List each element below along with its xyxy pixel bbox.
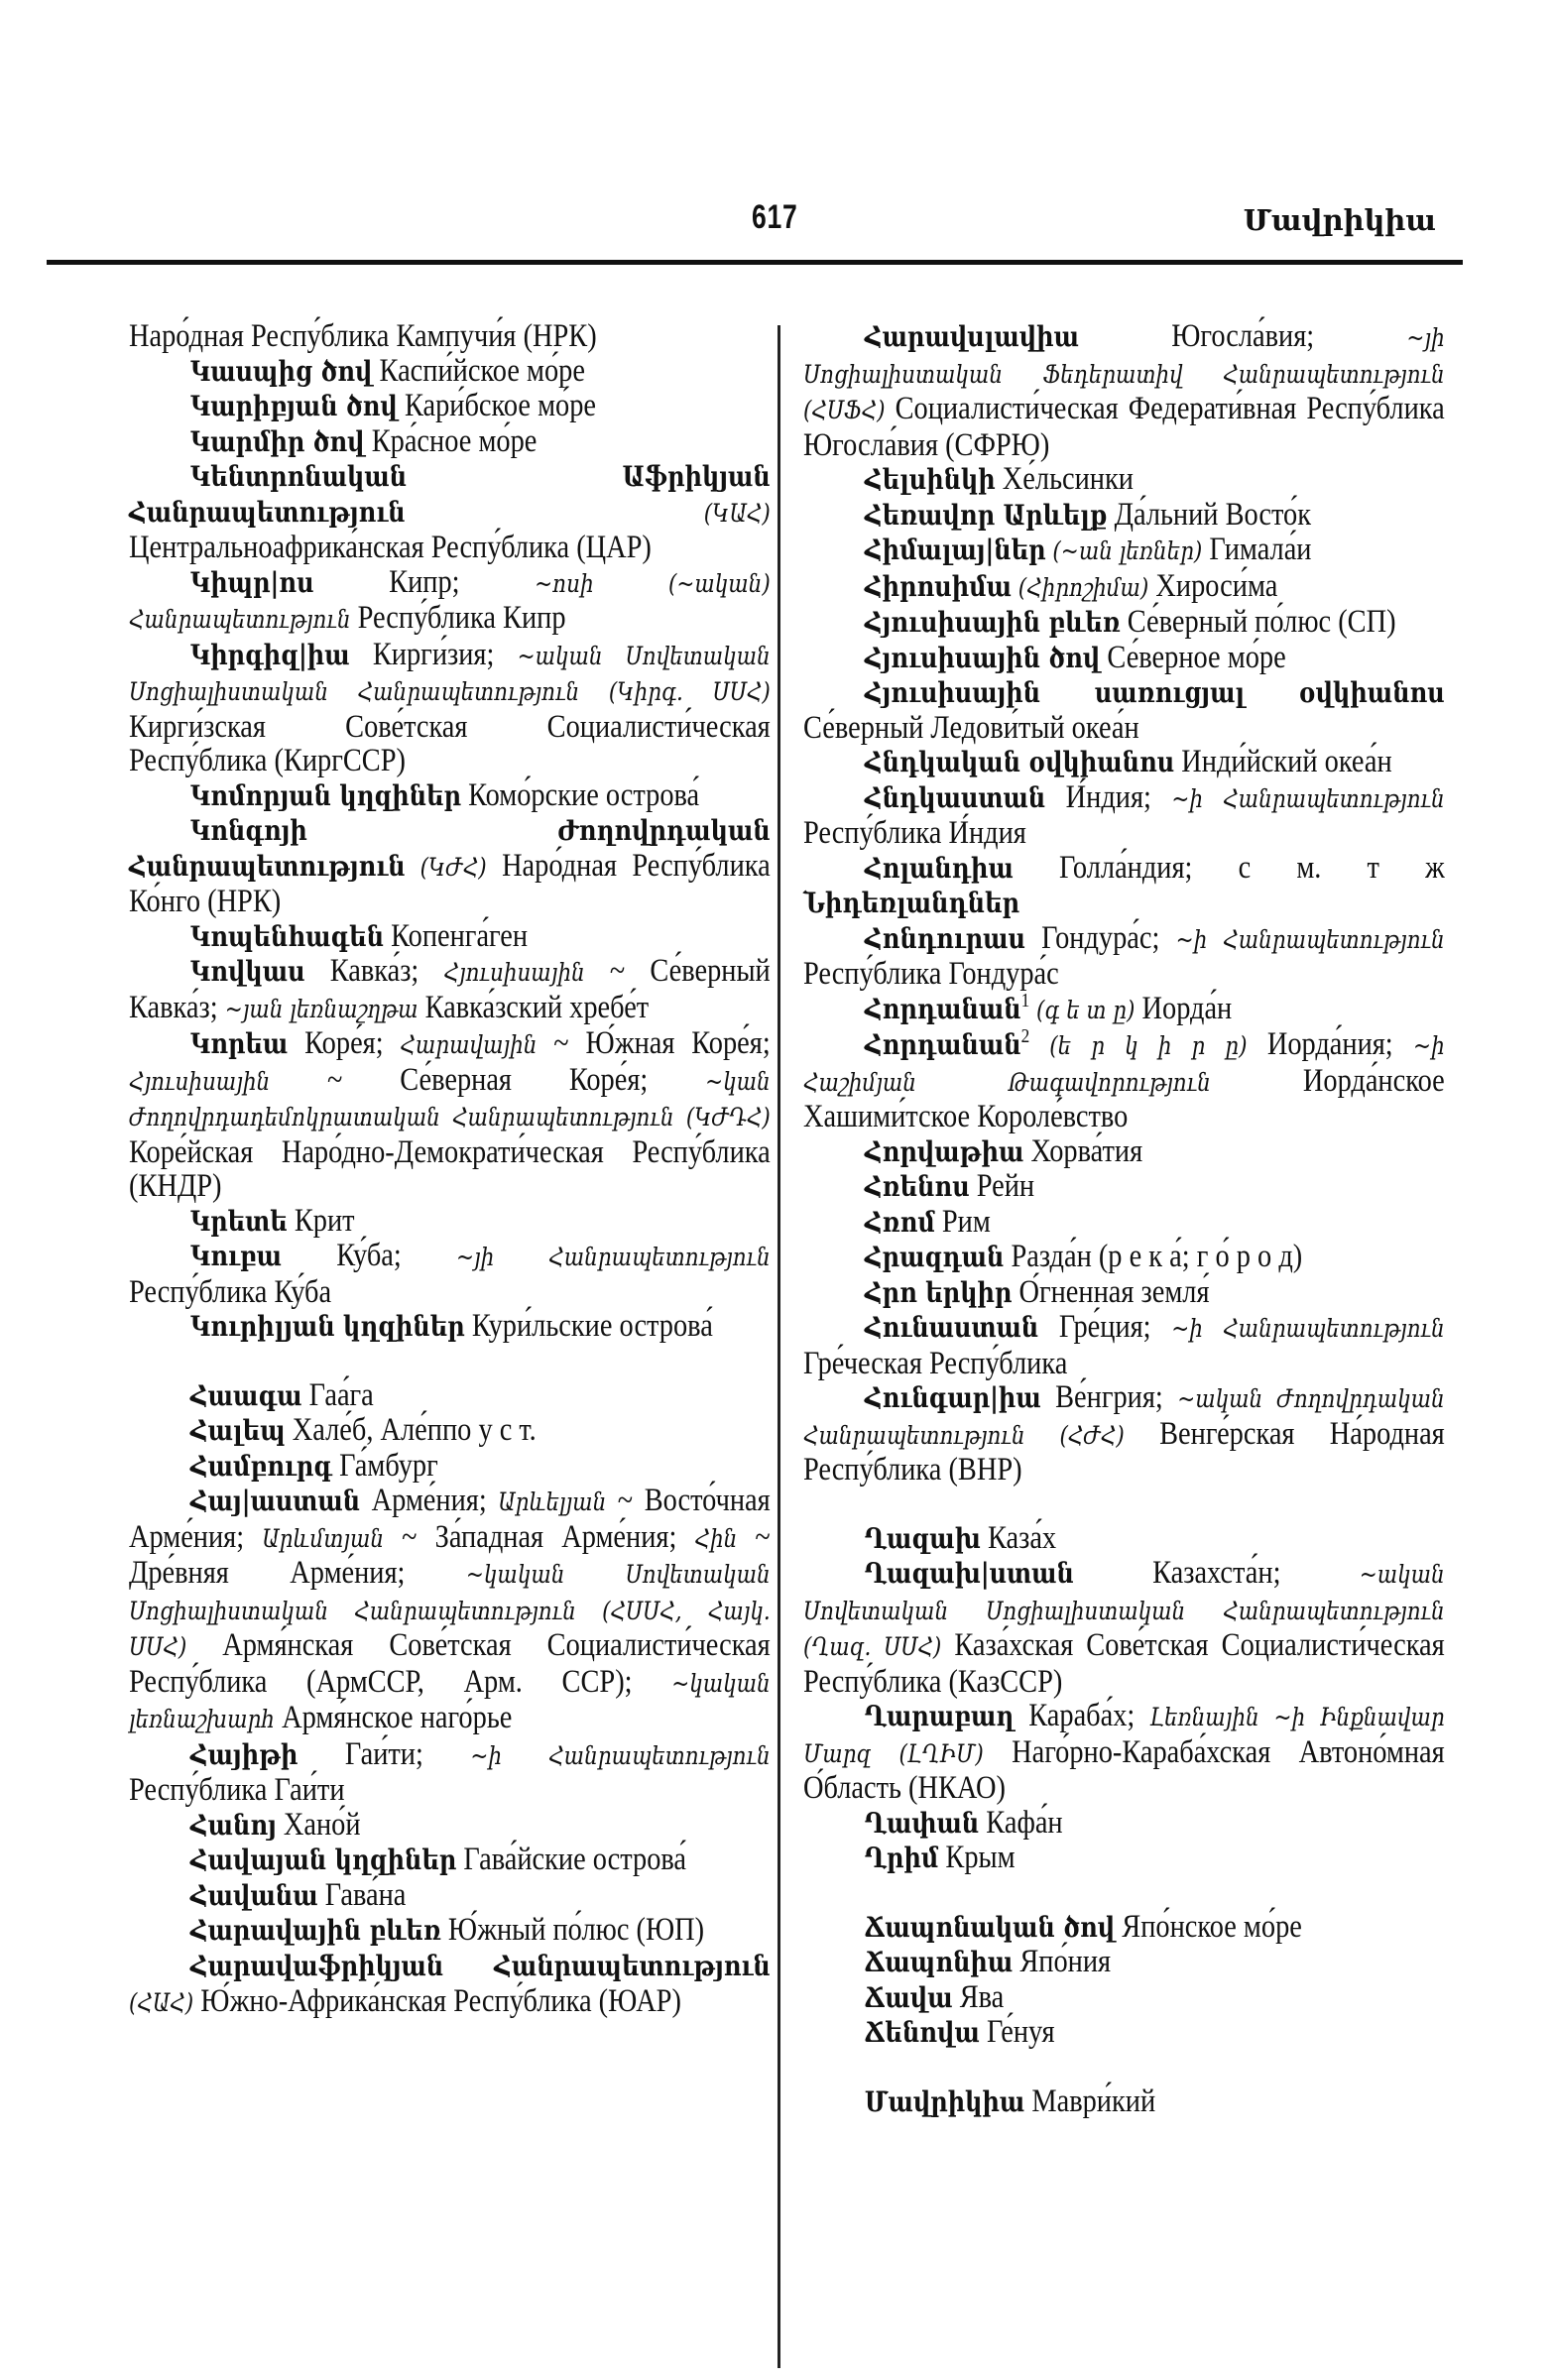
right-column xyxy=(803,319,1445,2119)
russian-translation: Рейн xyxy=(969,1168,1035,1204)
dictionary-entry xyxy=(129,354,771,390)
headword: Կենտրոնական Աֆրիկյան Հանրապետություն xyxy=(129,460,771,529)
armenian-phrase: ~կան Ժողովրդադեմոկրատական Հանրապետություն (ԿԺԴՀ) xyxy=(129,1066,771,1131)
russian-translation: Разда́н (р е к а́; г о́ р о д) xyxy=(1004,1239,1303,1274)
dictionary-entry xyxy=(129,389,771,424)
dictionary-entry xyxy=(803,675,1445,745)
entry-continuation xyxy=(129,319,771,354)
headword: Հունգար|իա xyxy=(864,1381,1041,1414)
dictionary-entry xyxy=(129,1413,771,1449)
headword: Հանոյ xyxy=(189,1808,277,1842)
headword: Կոմորյան կղզիներ xyxy=(189,778,462,812)
dictionary-entry xyxy=(803,851,1445,921)
headword: Հնդկական օվկիանոս xyxy=(864,746,1175,778)
russian-translation: ~ Восто́чная Арме́ния; xyxy=(129,1483,771,1555)
dictionary-entry xyxy=(803,2015,1445,2051)
dictionary-entry xyxy=(129,1449,771,1485)
headword: Ղրիմ xyxy=(864,1842,939,1874)
russian-translation: Гре́ческая Респу́блика xyxy=(803,1345,1068,1381)
headword: Կարմիր ծով xyxy=(189,424,365,458)
russian-translation: Гре́ция; xyxy=(1038,1309,1172,1345)
headword: Հայ|աստան xyxy=(189,1485,361,1517)
russian-translation: Ге́нуя xyxy=(979,2014,1055,2050)
armenian-phrase: (ՀԱՀ) xyxy=(129,1988,194,2017)
armenian-phrase: ~ոսի (~ական) Հանրապետություն xyxy=(129,568,771,634)
headword: Հավանա xyxy=(189,1878,318,1912)
dictionary-entry xyxy=(129,1878,771,1914)
headword: Հարավսլավիա xyxy=(864,320,1079,353)
headword: Հիրոսիմա xyxy=(864,569,1012,603)
headword: Հոնդուրաս xyxy=(864,921,1025,955)
russian-translation: Наро́дная Респу́блика Кампучи́я (НРК) xyxy=(129,318,597,354)
russian-translation: Венге́рская На́родная Респу́блика (ВНР) xyxy=(803,1415,1445,1488)
russian-translation: Кури́льские острова́ xyxy=(464,1308,713,1344)
armenian-phrase: (~ան լեռներ) xyxy=(1045,536,1203,565)
russian-translation: ~ За́падная Арме́ния; xyxy=(384,1518,695,1555)
headword: Կարիբյան ծով xyxy=(189,390,398,422)
section-gap xyxy=(803,1488,1445,1521)
armenian-phrase: Հին xyxy=(694,1523,738,1553)
headword: Հոլանդիա xyxy=(864,851,1014,885)
headword: Հորդանան xyxy=(864,992,1021,1025)
armenian-phrase: Հյուսիսային xyxy=(129,1066,271,1096)
russian-translation: Ку́ба; xyxy=(281,1238,456,1273)
section-gap xyxy=(803,2051,1445,2084)
dictionary-entry xyxy=(803,605,1445,641)
dictionary-entry xyxy=(803,989,1445,1028)
headword: Հունաստան xyxy=(864,1311,1039,1344)
russian-translation: Коре́я; xyxy=(288,1025,401,1061)
russian-translation: Голла́ндия; с м. т ж xyxy=(1013,849,1445,886)
headword: Ճապոնական ծով xyxy=(864,1910,1116,1944)
russian-translation: Се́верный Ледови́тый океа́н xyxy=(803,709,1139,746)
page-header xyxy=(0,0,1555,268)
dictionary-entry xyxy=(129,1949,771,2021)
russian-translation: Рим xyxy=(934,1203,991,1240)
russian-translation: Наро́дная Респу́блика Ко́нго (НРК) xyxy=(129,847,771,919)
russian-translation: Гава́на xyxy=(317,1876,407,1913)
dictionary-entry xyxy=(803,569,1445,606)
russian-translation: Гимала́и xyxy=(1202,532,1312,567)
dictionary-entry xyxy=(803,1841,1445,1876)
russian-translation: Каза́х xyxy=(980,1519,1057,1556)
armenian-phrase: Հարավային xyxy=(400,1030,538,1059)
headword: Հավայան կղզիներ xyxy=(189,1844,457,1876)
left-column xyxy=(129,319,771,2021)
dictionary-entry xyxy=(129,1309,771,1345)
headword: Հորվաթիա xyxy=(864,1134,1024,1168)
dictionary-entry xyxy=(129,1913,771,1949)
headword: Ճենովա xyxy=(864,2016,980,2049)
dictionary-entry xyxy=(129,1026,771,1204)
headword: Կուբա xyxy=(189,1240,282,1272)
dictionary-entry xyxy=(129,919,771,955)
russian-translation: Респу́блика Гондура́с xyxy=(803,956,1059,992)
russian-translation: Социалисти́ческая Федерати́вная Респу́блика Югосла́вия (СФРЮ) xyxy=(803,391,1445,463)
russian-translation: Копенга́ген xyxy=(384,917,529,954)
dictionary-entry xyxy=(803,921,1445,992)
dictionary-entry xyxy=(803,1910,1445,1946)
headword: Կոնգոյի Ժողովրդական Հանրապետություն xyxy=(129,814,771,883)
headword: Կրետե xyxy=(189,1204,288,1238)
dictionary-entry xyxy=(803,745,1445,780)
armenian-phrase: (ե ր կ ի ր ը) xyxy=(1029,1031,1248,1060)
armenian-phrase: ~կական Սովետական Սոցիալիստական Հանրապետություն (ՀՍՍՀ, Հայկ. ՍՍՀ) xyxy=(129,1560,771,1661)
armenian-phrase: ~յի Սոցիալիստական Ֆեդերատիվ Հանրապետություն (ՀՍՖՀ) xyxy=(803,323,1445,424)
russian-translation: Каза́хская Сове́тская Социалисти́ческая Респу́блика (КазССР) xyxy=(803,1627,1445,1700)
headword: Ղազախ xyxy=(864,1521,981,1555)
russian-translation: Ява xyxy=(952,1978,1005,2015)
russian-translation: Инди́йский океа́н xyxy=(1174,744,1392,779)
russian-translation: Иорда́ния; xyxy=(1247,1026,1414,1062)
russian-translation: Хано́й xyxy=(276,1806,361,1843)
armenian-phrase: ~ական Սովետական Սոցիալիստական Հանրապետություն (Ղազ. ՍՍՀ) xyxy=(803,1560,1445,1661)
dictionary-entry xyxy=(803,1169,1445,1205)
russian-translation: Армя́нское наго́рье xyxy=(274,1700,513,1735)
armenian-phrase: ~ի Հանրապետություն xyxy=(1175,924,1445,954)
russian-translation: Се́верный по́люс (СП) xyxy=(1120,604,1396,640)
russian-translation: Армя́нская Сове́тская Социалисти́ческая Респу́блика (АрмССР, Арм. ССР); xyxy=(129,1627,771,1700)
armenian-phrase: ~ական Սովետական Սոցիալիստական Հանրապետություն (Կիրգ. ՍՍՀ) xyxy=(129,641,771,706)
headword: Ճավա xyxy=(864,1980,953,2014)
armenian-phrase: ~ի Հանրապետություն xyxy=(1171,783,1445,813)
headword: Հյուսիսային սառուցյալ օվկիանոս xyxy=(864,676,1445,709)
armenian-phrase: (ԿԺՀ) xyxy=(405,852,487,882)
headword: Հարավային բևեռ xyxy=(189,1914,441,1947)
dictionary-entry xyxy=(803,1980,1445,2016)
armenian-phrase: ~ական Ժողովրդական Հանրապետություն (ՀԺՀ) xyxy=(803,1384,1445,1450)
russian-translation: Ве́нгрия; xyxy=(1040,1379,1178,1415)
armenian-phrase: Լեռնային ~ի Ինքնավար Մարզ (ԼՂԻՄ) xyxy=(803,1703,1445,1768)
dictionary-entry xyxy=(129,1737,771,1808)
russian-translation: Крит xyxy=(287,1202,355,1239)
headword: Հեռավոր Արևելք xyxy=(864,498,1108,532)
russian-translation: Гава́йские острова́ xyxy=(456,1842,687,1877)
russian-translation: Каспи́йское мо́ре xyxy=(372,352,585,389)
russian-translation: Га́мбург xyxy=(331,1447,438,1484)
dictionary-entry xyxy=(803,1205,1445,1241)
section-gap xyxy=(803,1876,1445,1910)
dictionary-entry xyxy=(803,2084,1445,2120)
dictionary-entry xyxy=(803,533,1445,569)
headword: Ղափան xyxy=(864,1806,980,1840)
russian-translation: Ю́жный по́люс (ЮП) xyxy=(440,1912,705,1948)
russian-translation: Респу́блика И́ндия xyxy=(803,815,1026,851)
dictionary-entry xyxy=(803,1945,1445,1980)
dictionary-entry xyxy=(129,1484,771,1737)
headword: Ղարաբաղ xyxy=(864,1700,1015,1732)
armenian-phrase: ~յան լեռնաշղթա xyxy=(224,994,419,1023)
headword: Հրազդան xyxy=(864,1241,1005,1273)
dictionary-entry xyxy=(803,1380,1445,1488)
section-gap xyxy=(129,1345,771,1378)
dictionary-entry xyxy=(803,1699,1445,1806)
armenian-phrase: (Հիրոշիմա) xyxy=(1011,572,1149,602)
homonym-index: 1 xyxy=(1020,989,1030,1012)
headword: Կասպից ծով xyxy=(189,354,373,388)
russian-translation: Хале́б, Але́ппо у с т. xyxy=(285,1412,537,1448)
russian-translation: ~ Се́верный Кавка́з; xyxy=(129,953,771,1025)
armenian-phrase: ~ի Հանրապետություն xyxy=(470,1740,771,1770)
headword: Կորեա xyxy=(189,1027,289,1060)
russian-translation: Кафа́н xyxy=(979,1804,1063,1841)
russian-translation: Югосла́вия; xyxy=(1078,318,1407,354)
page-number: 617 xyxy=(752,198,798,236)
armenian-phrase: ~ի Հանրապետություն xyxy=(1171,1314,1445,1343)
dictionary-entry xyxy=(129,638,771,778)
russian-translation: Арме́ния; xyxy=(360,1483,499,1518)
headword: Կովկաս xyxy=(189,955,305,988)
dictionary-entry xyxy=(129,1808,771,1844)
headword: Հորդանան xyxy=(864,1028,1021,1061)
armenian-phrase: ~ի Հաշիմյան Թագավորություն xyxy=(803,1031,1445,1097)
dictionary-entry xyxy=(803,498,1445,534)
russian-translation: Кавка́зский хребе́т xyxy=(418,989,650,1025)
armenian-phrase: ~կական լեռնաշխարհ xyxy=(129,1668,771,1733)
russian-translation: Кра́сное мо́ре xyxy=(364,422,538,459)
russian-translation: Кари́бское мо́ре xyxy=(397,388,597,423)
header-rule xyxy=(47,260,1463,265)
headword: Մավրիկիա xyxy=(864,2084,1025,2118)
dictionary-entry xyxy=(803,1310,1445,1380)
headword: Հռոմ xyxy=(864,1205,935,1239)
russian-translation: Коре́йская Наро́дно-Демократи́ческая Респу́блика (КНДР) xyxy=(129,1133,771,1204)
armenian-phrase: Հյուսիսային xyxy=(443,958,585,987)
russian-translation: Наго́рно-Караба́хская Автоно́мная О́бласть (НКАО) xyxy=(803,1733,1445,1806)
dictionary-entry xyxy=(129,1378,771,1414)
russian-translation: И́ндия; xyxy=(1045,778,1172,815)
russian-translation: ~ Се́верная Коре́я; xyxy=(270,1061,706,1098)
russian-translation: Маври́кий xyxy=(1024,2082,1156,2119)
russian-translation: Респу́блика Гаи́ти xyxy=(129,1772,345,1808)
russian-translation: Комо́рские острова́ xyxy=(461,776,700,813)
dictionary-entry xyxy=(129,1239,771,1309)
russian-translation: Се́верное мо́ре xyxy=(1100,639,1286,675)
russian-translation: Караба́х; xyxy=(1014,1698,1150,1733)
dictionary-entry xyxy=(129,459,771,565)
russian-translation: Гаи́ти; xyxy=(298,1735,471,1772)
russian-translation: Кипр; xyxy=(313,563,536,600)
dictionary-entry xyxy=(803,1275,1445,1311)
dictionary-entry xyxy=(129,813,771,919)
dictionary-entry xyxy=(803,319,1445,462)
headword: Նիդեռլանդներ xyxy=(803,887,1020,919)
dictionary-entry xyxy=(129,778,771,814)
headword: Կիրգիզ|իա xyxy=(189,638,350,671)
headword: Հյուսիսային բևեռ xyxy=(864,606,1121,639)
dictionary-entry xyxy=(803,1240,1445,1275)
headword: Հաագա xyxy=(189,1378,302,1412)
russian-translation: Респу́блика Ку́ба xyxy=(129,1273,332,1310)
dictionary-entry xyxy=(803,462,1445,498)
russian-translation: Ю́жно-Африка́нская Респу́блика (ЮАР) xyxy=(193,1983,681,2019)
russian-translation: Казахста́н; xyxy=(1073,1555,1360,1591)
headword: Հնդկաստան xyxy=(864,780,1046,814)
headword: Կիպր|ոս xyxy=(189,565,314,599)
russian-translation: Хироси́ма xyxy=(1148,567,1278,604)
dictionary-entry xyxy=(803,1806,1445,1842)
russian-translation: Кирги́зия; xyxy=(349,636,518,672)
headword: Կուրիլյան կղզիներ xyxy=(189,1310,465,1343)
headword: Հարավաֆրիկյան Հանրապետություն xyxy=(189,1949,771,1982)
armenian-phrase: Արևմտյան xyxy=(262,1523,385,1553)
headword: Կոպենհագեն xyxy=(189,919,385,953)
russian-translation: Иорда́нское Хашими́тское Короле́вство xyxy=(803,1062,1445,1134)
armenian-phrase: (գ ե տ ը) xyxy=(1029,995,1136,1024)
russian-translation: Иорда́н xyxy=(1135,990,1233,1026)
armenian-phrase: (ԿԱՀ) xyxy=(405,498,771,528)
headword: Ղազախ|ստան xyxy=(864,1557,1074,1590)
dictionary-entry xyxy=(803,641,1445,676)
russian-translation: Кирги́зская Сове́тская Социалисти́ческая Респу́блика (КиргССР) xyxy=(129,708,771,778)
russian-translation: О́гненная земля́ xyxy=(1012,1273,1210,1310)
russian-translation: Гаа́га xyxy=(301,1376,374,1413)
headword: Համբուրգ xyxy=(189,1449,332,1483)
running-head: Մավրիկիա xyxy=(1243,203,1436,237)
russian-translation: ~ Ю́жная Коре́я; xyxy=(537,1025,771,1061)
homonym-index: 2 xyxy=(1020,1025,1030,1047)
headword: Հյուսիսային ծով xyxy=(864,641,1101,674)
dictionary-entry xyxy=(129,954,771,1026)
dictionary-entry xyxy=(803,1521,1445,1557)
headword: Հիմալայ|ներ xyxy=(864,534,1046,566)
headword: Հրո երկիր xyxy=(864,1275,1013,1309)
russian-translation: Центральноафрика́нская Респу́блика (ЦАР) xyxy=(129,530,652,565)
armenian-phrase: ~յի Հանրապետություն xyxy=(455,1243,771,1271)
headword: Հելսինկի xyxy=(864,463,996,496)
russian-translation: Япо́нское мо́ре xyxy=(1115,1908,1302,1945)
dictionary-entry xyxy=(129,1204,771,1240)
dictionary-entry xyxy=(129,1843,771,1878)
dictionary-entry xyxy=(803,1134,1445,1170)
russian-translation: Да́льний Восто́к xyxy=(1107,496,1312,533)
russian-translation: Крым xyxy=(938,1840,1016,1875)
russian-translation: Гондура́с; xyxy=(1024,919,1176,956)
headword: Հայիթի xyxy=(189,1737,299,1771)
dictionary-entry xyxy=(803,780,1445,851)
armenian-phrase: Արևելյան xyxy=(498,1488,607,1516)
russian-translation: Респу́блика Кипр xyxy=(350,600,566,636)
headword: Ճապոնիա xyxy=(864,1946,1014,1978)
dictionary-entry xyxy=(803,1556,1445,1699)
headword: Հռենոս xyxy=(864,1170,970,1203)
russian-translation: Кавка́з; xyxy=(304,953,444,989)
dictionary-entry xyxy=(803,1027,1445,1134)
russian-translation: Япо́ния xyxy=(1013,1944,1112,1979)
russian-translation: ~ Дре́вняя Арме́ния; xyxy=(129,1518,771,1591)
headword: Հալեպ xyxy=(189,1414,286,1447)
dictionary-entry xyxy=(129,424,771,460)
dictionary-entry xyxy=(129,565,771,638)
russian-translation: Хорва́тия xyxy=(1023,1132,1143,1169)
column-divider xyxy=(778,325,780,2368)
russian-translation: Хе́льсинки xyxy=(995,461,1134,497)
